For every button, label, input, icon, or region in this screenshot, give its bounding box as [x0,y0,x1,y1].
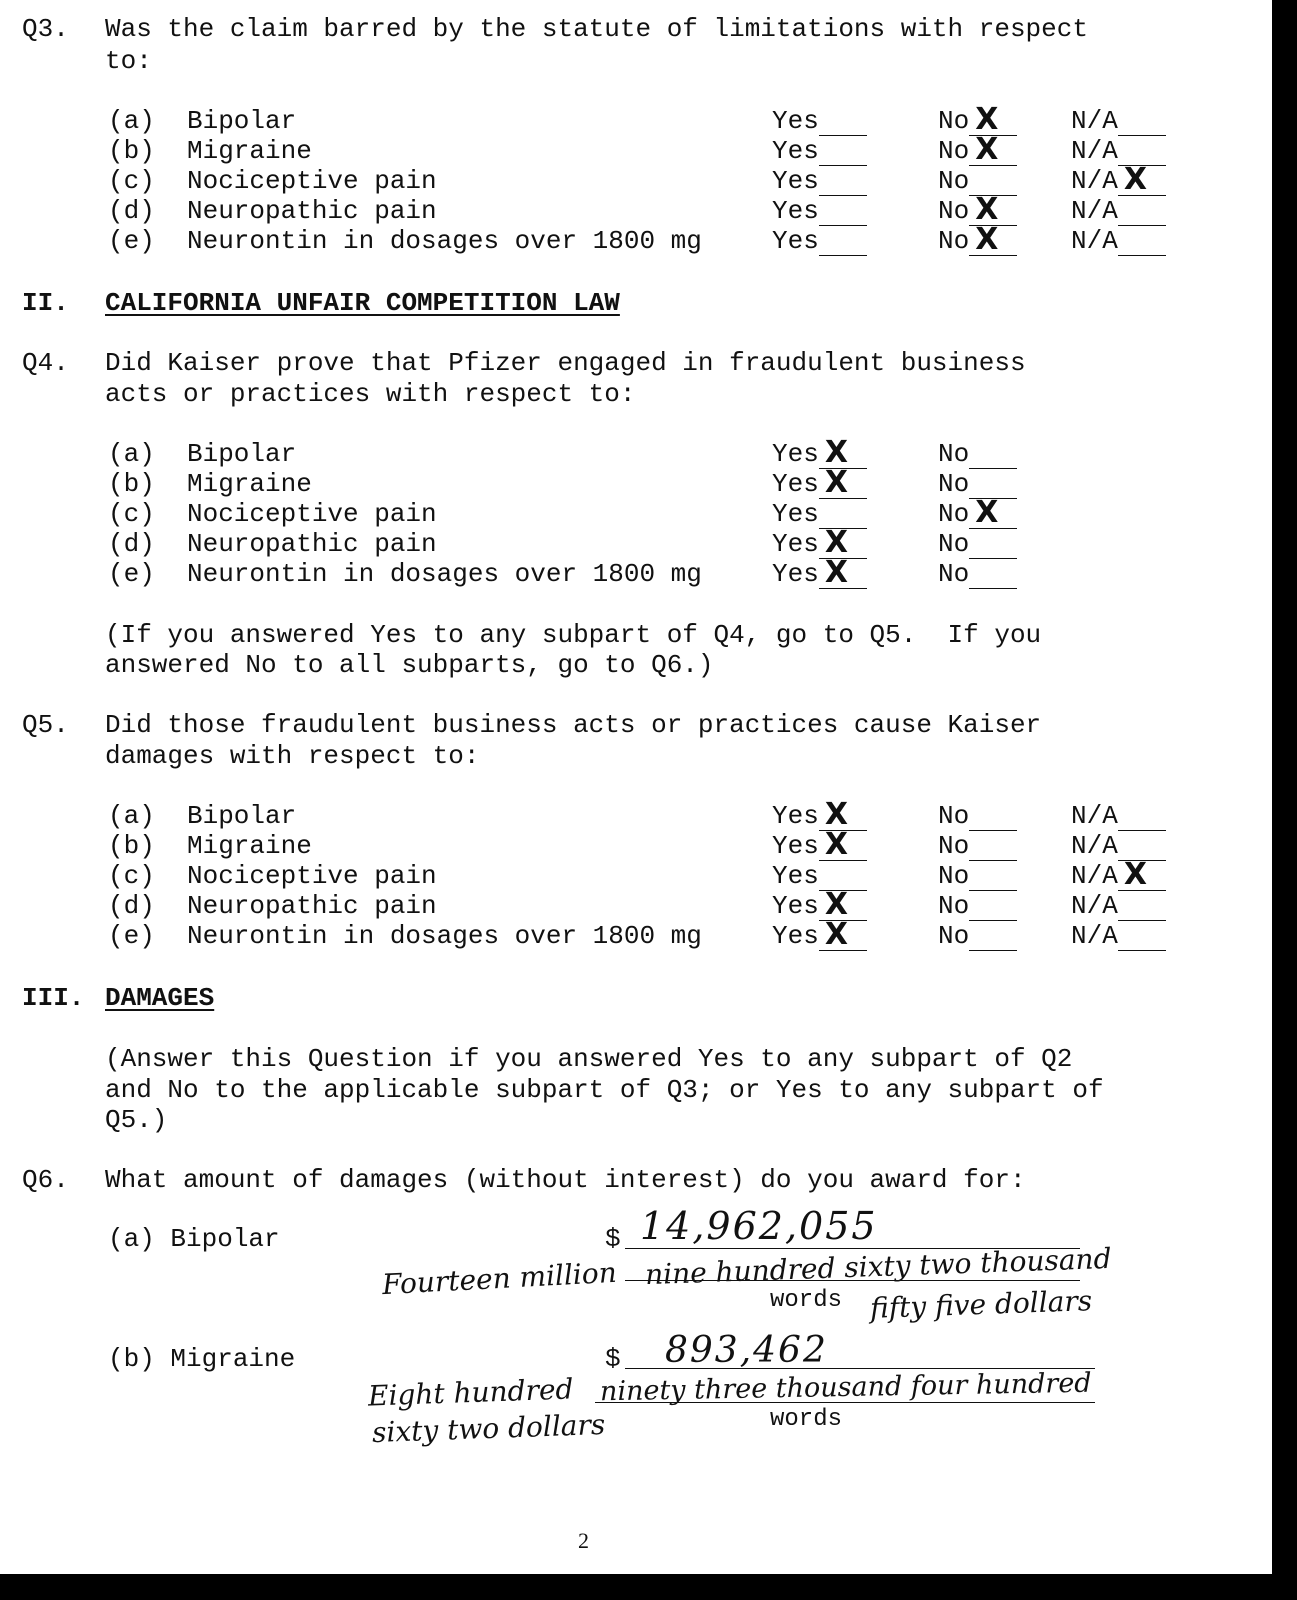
yes-blank[interactable] [819,108,867,136]
no-blank[interactable] [969,893,1017,921]
item-letter: (d) [108,196,155,226]
q3-text-line2: to: [105,46,152,76]
na-blank[interactable] [1118,228,1166,256]
q6b-label: (b) Migraine [108,1344,296,1374]
na-option[interactable] [1071,162,1166,197]
item-label: Nociceptive pain [187,861,437,891]
na-option[interactable] [1071,921,1166,951]
item-label: Neurontin in dosages over 1800 mg [187,226,702,256]
no-label: No [938,166,970,196]
check-mark-icon: X [824,435,848,470]
q4-text-line2: acts or practices with respect to: [105,379,636,409]
yes-blank[interactable] [819,465,867,500]
q5-text-line2: damages with respect to: [105,741,480,771]
check-mark-icon: X [1123,857,1147,892]
item-label: Migraine [187,136,312,166]
yes-label: Yes [772,529,819,559]
na-label: N/A [1071,226,1118,256]
section-3-note-line2: and No to the applicable subpart of Q3; or Yes to any subpart of [105,1075,1104,1105]
item-letter: (d) [108,891,155,921]
item-letter: (e) [108,226,155,256]
na-label: N/A [1071,136,1118,166]
yes-label: Yes [772,891,819,921]
yes-option[interactable] [772,226,867,256]
na-label: N/A [1071,891,1118,921]
na-label: N/A [1071,831,1118,861]
yes-option[interactable] [772,435,867,470]
na-blank[interactable] [1118,893,1166,921]
check-mark-icon: X [824,465,848,500]
no-label: No [938,439,970,469]
item-letter: (e) [108,921,155,951]
yes-blank[interactable] [819,198,867,226]
no-blank[interactable] [969,222,1017,257]
item-letter: (e) [108,559,155,589]
q5-text-line1: Did those fraudulent business acts or practices cause Kaiser [105,710,1042,740]
na-blank[interactable] [1118,162,1166,197]
item-label: Neuropathic pain [187,529,437,559]
no-blank[interactable] [969,833,1017,861]
yes-label: Yes [772,106,819,136]
no-label: No [938,499,970,529]
q6b-words-line2-handwritten: sixty two dollars [371,1407,606,1450]
no-label: No [938,196,970,226]
check-mark-icon: X [975,102,999,137]
no-option[interactable] [938,831,1017,861]
item-label: Neuropathic pain [187,196,437,226]
q6b-words-line1-handwritten: ninety three thousand four hundred [599,1367,1092,1408]
na-label: N/A [1071,801,1118,831]
page-number: 2 [578,1528,589,1553]
na-option[interactable] [1071,801,1166,831]
yes-label: Yes [772,559,819,589]
check-mark-icon: X [824,917,848,952]
no-blank[interactable] [969,803,1017,831]
no-option[interactable] [938,529,1017,559]
q6a-words-prefix-handwritten: Fourteen million [381,1255,618,1302]
yes-blank[interactable] [819,138,867,166]
q4-note-line1: (If you answered Yes to any subpart of Q4, go to Q5. If you [105,620,1042,650]
no-blank[interactable] [969,132,1017,167]
yes-option[interactable] [772,797,867,832]
q6a-label: (a) Bipolar [108,1224,280,1254]
yes-option[interactable] [772,525,867,560]
no-label: No [938,921,970,951]
yes-blank[interactable] [819,168,867,196]
q4-number: Q4. [22,348,69,378]
yes-option[interactable] [772,917,867,952]
no-label: No [938,226,970,256]
q6a-words-line2-handwritten: fifty five dollars [869,1284,1093,1325]
item-label: Bipolar [187,106,297,136]
na-option[interactable] [1071,831,1166,861]
q4-note-line2: answered No to all subparts, go to Q6.) [105,650,714,680]
na-label: N/A [1071,196,1118,226]
check-mark-icon: X [824,555,848,590]
no-blank[interactable] [969,923,1017,951]
yes-label: Yes [772,831,819,861]
item-letter: (c) [108,499,155,529]
item-letter: (a) [108,439,155,469]
item-label: Neuropathic pain [187,891,437,921]
no-label: No [938,861,970,891]
na-blank[interactable] [1118,198,1166,226]
no-label: No [938,529,970,559]
no-blank[interactable] [969,495,1017,530]
yes-option[interactable] [772,887,867,922]
na-option[interactable] [1071,891,1166,921]
check-mark-icon: X [975,132,999,167]
item-letter: (c) [108,861,155,891]
section-3-title: DAMAGES [105,983,215,1013]
q6b-words-label: words [770,1406,843,1433]
q4-text-line1: Did Kaiser prove that Pfizer engaged in fraudulent business [105,348,1026,378]
no-option[interactable] [938,495,1017,530]
no-option[interactable] [938,921,1017,951]
no-label: No [938,559,970,589]
no-option[interactable] [938,222,1017,257]
q6a-amount-handwritten: 14,962,055 [640,1204,878,1248]
na-option[interactable] [1071,106,1166,136]
item-label: Bipolar [187,801,297,831]
check-mark-icon: X [975,192,999,227]
item-label: Nociceptive pain [187,499,437,529]
no-label: No [938,831,970,861]
yes-label: Yes [772,166,819,196]
q3-number: Q3. [22,14,69,44]
yes-blank[interactable] [819,917,867,952]
check-mark-icon: X [824,887,848,922]
yes-label: Yes [772,226,819,256]
na-blank[interactable] [1118,923,1166,951]
na-label: N/A [1071,166,1118,196]
yes-blank[interactable] [819,555,867,590]
section-3-number: III. [22,983,85,1013]
yes-label: Yes [772,136,819,166]
no-blank[interactable] [969,863,1017,891]
no-blank[interactable] [969,441,1017,469]
yes-label: Yes [772,921,819,951]
na-option[interactable] [1071,857,1166,892]
no-option[interactable] [938,861,1017,891]
no-label: No [938,891,970,921]
q6b-words-prefix-handwritten: Eight hundred [367,1372,574,1413]
section-2-title: CALIFORNIA UNFAIR COMPETITION LAW [105,288,620,318]
no-label: No [938,106,970,136]
yes-label: Yes [772,439,819,469]
no-option[interactable] [938,439,1017,469]
yes-option[interactable] [772,827,867,862]
item-label: Migraine [187,469,312,499]
item-label: Migraine [187,831,312,861]
na-blank[interactable] [1118,803,1166,831]
q6a-dollar-sign: $ [605,1224,621,1254]
no-label: No [938,136,970,166]
yes-label: Yes [772,861,819,891]
q5-number: Q5. [22,710,69,740]
yes-option[interactable] [772,166,867,196]
item-label: Neurontin in dosages over 1800 mg [187,559,702,589]
q6b-dollar-sign: $ [605,1344,621,1374]
q6a-words-label: words [770,1287,843,1314]
item-letter: (b) [108,136,155,166]
yes-label: Yes [772,196,819,226]
check-mark-icon: X [1123,162,1147,197]
no-label: No [938,469,970,499]
no-label: No [938,801,970,831]
yes-option[interactable] [772,136,867,166]
yes-blank[interactable] [819,827,867,862]
na-option[interactable] [1071,136,1166,166]
section-3-note-line1: (Answer this Question if you answered Yes to any subpart of Q2 [105,1044,1073,1074]
na-label: N/A [1071,861,1118,891]
section-2-number: II. [22,288,69,318]
na-blank[interactable] [1118,857,1166,892]
item-letter: (a) [108,106,155,136]
check-mark-icon: X [824,525,848,560]
q6-text: What amount of damages (without interest) do you award for: [105,1165,1026,1195]
yes-option[interactable] [772,106,867,136]
item-letter: (a) [108,801,155,831]
section-3-note-line3: Q5.) [105,1105,168,1135]
yes-option[interactable] [772,465,867,500]
yes-option[interactable] [772,196,867,226]
no-blank[interactable] [969,531,1017,559]
na-blank[interactable] [1118,108,1166,136]
no-option[interactable] [938,559,1017,589]
item-letter: (d) [108,529,155,559]
yes-label: Yes [772,801,819,831]
q6a-words-line1-handwritten: nine hundred sixty two thousand [644,1241,1112,1292]
q6b-amount-handwritten: 893,462 [665,1330,828,1371]
no-blank[interactable] [969,561,1017,589]
q6-number: Q6. [22,1165,69,1195]
q3-text-line1: Was the claim barred by the statute of limitations with respect [105,14,1088,44]
no-option[interactable] [938,801,1017,831]
na-label: N/A [1071,921,1118,951]
item-label: Bipolar [187,439,297,469]
yes-option[interactable] [772,861,867,891]
no-option[interactable] [938,891,1017,921]
item-letter: (c) [108,166,155,196]
item-letter: (b) [108,831,155,861]
check-mark-icon: X [975,222,999,257]
no-option[interactable] [938,132,1017,167]
na-option[interactable] [1071,226,1166,256]
yes-option[interactable] [772,555,867,590]
item-letter: (b) [108,469,155,499]
item-label: Nociceptive pain [187,166,437,196]
check-mark-icon: X [824,797,848,832]
na-label: N/A [1071,106,1118,136]
yes-label: Yes [772,469,819,499]
yes-label: Yes [772,499,819,529]
check-mark-icon: X [975,495,999,530]
yes-option[interactable] [772,499,867,529]
yes-blank[interactable] [819,228,867,256]
item-label: Neurontin in dosages over 1800 mg [187,921,702,951]
na-option[interactable] [1071,196,1166,226]
check-mark-icon: X [824,827,848,862]
